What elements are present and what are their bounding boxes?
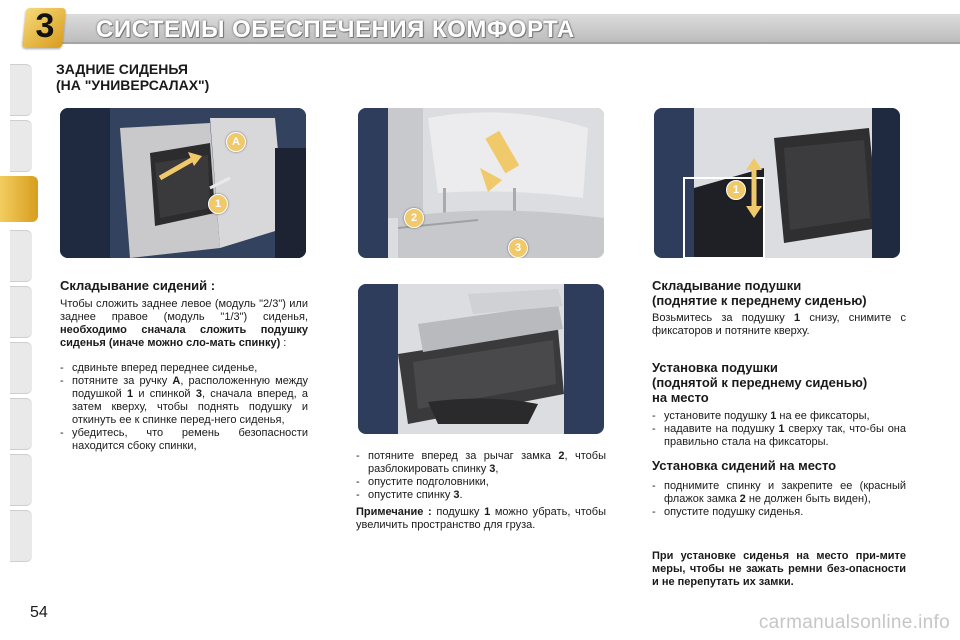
ref-label: 1 — [794, 312, 801, 324]
intro-bold-text: необходимо сначала сложить подушку сиденья (иначе можно сло-мать спинку) — [60, 324, 308, 349]
note-text: можно убрать, чтобы увеличить пространство для груза. — [356, 506, 607, 531]
chapter-tab[interactable] — [10, 510, 32, 562]
list-item-text: сдвиньте вперед переднее сиденье, — [72, 362, 258, 374]
list-item-text: опустите подголовники, — [368, 476, 489, 488]
chapter-tab[interactable] — [10, 120, 32, 172]
list-item-text: опустите подушку сиденья. — [664, 506, 804, 518]
list-item-text: опустите спинку — [368, 489, 454, 501]
section-heading-line2: (НА "УНИВЕРСАЛАХ") — [56, 77, 210, 93]
heading-line: (поднятой к переднему сиденью) — [652, 375, 868, 390]
seat-illustration — [60, 108, 306, 258]
chapter-tabs — [0, 64, 36, 584]
list-item-text: , — [495, 463, 499, 475]
intro-paragraph — [60, 298, 308, 350]
photo-folded-seat — [358, 284, 604, 434]
heading-install-cushion — [652, 360, 912, 405]
list-item — [60, 375, 308, 427]
paragraph-text: снизу, снимите с фиксаторов и потяните кверху. — [652, 312, 906, 337]
list-item — [356, 476, 606, 489]
list-item-text: надавите на подушку — [664, 423, 779, 435]
note-paragraph — [356, 506, 606, 532]
list-item — [652, 423, 906, 449]
list-item-text: потяните вперед за рычаг замка — [368, 450, 559, 462]
heading-install-seats: Установка сидений на место — [652, 458, 837, 473]
chapter-tab[interactable] — [10, 230, 32, 282]
callout-3: 3 — [508, 238, 528, 258]
chapter-title: СИСТЕМЫ ОБЕСПЕЧЕНИЯ КОМФОРТА — [96, 16, 575, 43]
fold-steps-list — [60, 362, 308, 453]
callout-a: A — [226, 132, 246, 152]
list-item-text: и спинкой — [133, 388, 196, 400]
ref-label: 1 — [778, 423, 785, 435]
ref-label: 1 — [770, 410, 777, 422]
list-item-text: , расположенную между подушкой — [72, 375, 309, 400]
list-item-text: не должен быть виден), — [745, 493, 871, 505]
chapter-tab[interactable] — [10, 64, 32, 116]
callout-1: 1 — [208, 194, 228, 214]
list-item-text: , чтобы разблокировать спинку — [368, 450, 606, 475]
section-heading — [56, 61, 209, 93]
backrest-steps-list — [356, 450, 606, 502]
ref-label: 3 — [453, 489, 460, 501]
ref-label: 3 — [195, 388, 202, 400]
list-item — [652, 506, 906, 519]
chapter-tab[interactable] — [10, 286, 32, 338]
heading-line: Установка подушки — [652, 360, 778, 375]
ref-label: 1 — [127, 388, 134, 400]
photo-cushion-lift — [654, 108, 900, 258]
list-item-text: на ее фиксаторы, — [776, 410, 870, 422]
ref-label: A — [172, 375, 181, 387]
chapter-number: 3 — [35, 7, 55, 45]
list-item — [60, 427, 308, 453]
paragraph-text: Возьмитесь за подушку — [652, 312, 795, 324]
install-cushion-list — [652, 410, 906, 449]
callout-2: 2 — [404, 208, 424, 228]
headrest-illustration — [358, 108, 604, 258]
heading-line: Складывание подушки — [652, 278, 802, 293]
list-item-text: потяните за ручку — [72, 375, 173, 387]
heading-fold-cushion — [652, 278, 912, 308]
callout-1: 1 — [726, 180, 746, 200]
list-item-text: . — [459, 489, 463, 501]
section-heading-line1: ЗАДНИЕ СИДЕНЬЯ — [56, 61, 188, 77]
list-item-text: убедитесь, что ремень безопасности находится сбоку спинки, — [72, 427, 308, 452]
page-number: 54 — [30, 604, 48, 621]
ref-label: 2 — [739, 493, 746, 505]
list-item — [356, 489, 606, 502]
ref-label: 2 — [558, 450, 565, 462]
folded-seat-illustration — [358, 284, 604, 434]
heading-line: (поднятие к переднему сиденью) — [652, 293, 867, 308]
list-item-text: , сначала вперед, а затем кверху, чтобы поднять подушку и откинуть ее к спинке перед-него сиденья, — [72, 388, 308, 426]
watermark: carmanualsonline.info — [758, 612, 950, 633]
note-text: подушку — [431, 506, 485, 518]
note-label: Примечание : — [356, 506, 432, 518]
page-header — [0, 0, 960, 52]
list-item — [356, 450, 606, 476]
cushion-paragraph — [652, 312, 906, 338]
list-item-text: сверху так, что-бы она правильно стала на фиксаторы. — [664, 423, 907, 448]
chapter-tab[interactable] — [10, 454, 32, 506]
heading-line: на место — [652, 390, 709, 405]
ref-label: 3 — [489, 463, 496, 475]
photo-seat-fold-handle — [60, 108, 306, 258]
ref-label: 1 — [484, 506, 491, 518]
list-item-text: поднимите спинку и закрепите ее (красный флажок замка — [664, 480, 906, 505]
install-seats-list — [652, 480, 906, 519]
heading-fold-seats: Складывание сидений : — [60, 278, 216, 293]
intro-end-text: : — [280, 337, 287, 349]
chapter-tab[interactable] — [10, 398, 32, 450]
chapter-tab-active[interactable] — [0, 176, 38, 222]
list-item — [60, 362, 308, 375]
list-item — [652, 480, 906, 506]
intro-text: Чтобы сложить заднее левое (модуль "2/3") или заднее правое (модуль "1/3") сиденья, — [60, 298, 308, 323]
warning-note: При установке сиденья на место при-мите меры, чтобы не зажать ремни без-опасности и не перепутать их замки. — [652, 550, 906, 588]
list-item — [652, 410, 906, 423]
list-item-text: установите подушку — [664, 410, 771, 422]
cushion-illustration — [654, 108, 900, 258]
chapter-tab[interactable] — [10, 342, 32, 394]
photo-backrest-latch — [358, 108, 604, 258]
